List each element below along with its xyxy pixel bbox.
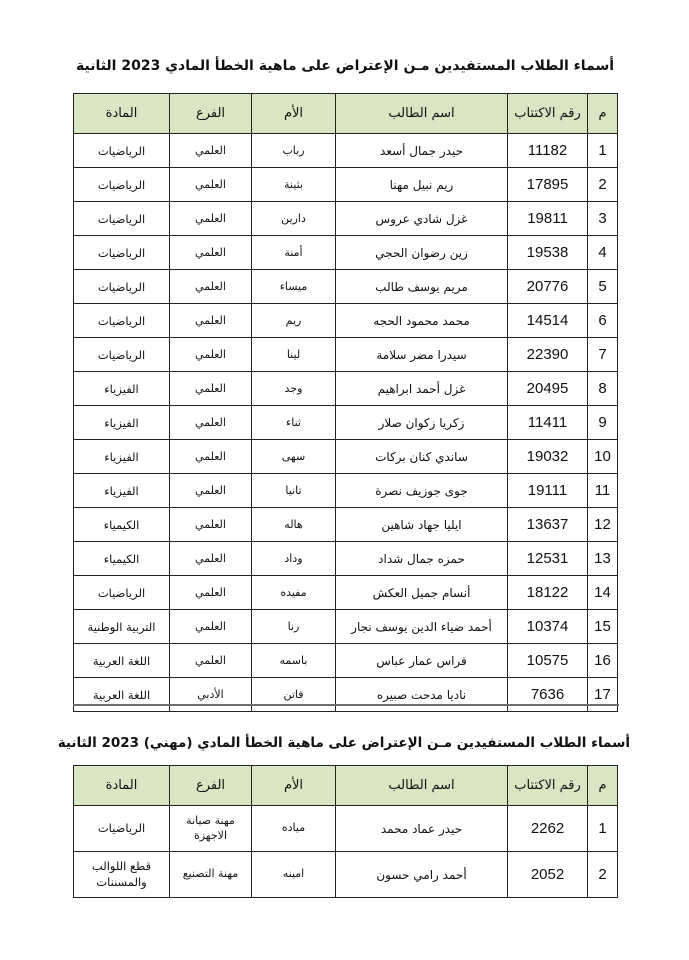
cell-branch: العلمي: [170, 508, 252, 542]
header-seq: م: [588, 766, 618, 806]
table-row: [74, 508, 618, 542]
table-row: [74, 304, 618, 338]
cell-mother: مفيده: [252, 576, 336, 610]
cell-subject: الرياضيات: [74, 168, 170, 202]
cell-branch: العلمي: [170, 134, 252, 168]
cell-registration: 12531: [508, 542, 588, 576]
cell-seq: 15: [588, 610, 618, 644]
cell-mother: رباب: [252, 134, 336, 168]
cell-mother: ريم: [252, 304, 336, 338]
cell-subject: الرياضيات: [74, 236, 170, 270]
table-header-row: [74, 94, 618, 134]
cell-mother: تانيا: [252, 474, 336, 508]
cell-registration: 20495: [508, 372, 588, 406]
cell-seq: 6: [588, 304, 618, 338]
cell-student-name: جوى جوزيف نصرة: [336, 474, 508, 508]
cell-mother: باسمه: [252, 644, 336, 678]
main-list-title: أسماء الطلاب المستفيدين مـن الإعتراض على ماهية الخطأ المادي 2023 الثانية: [75, 58, 615, 74]
cell-student-name: زكريا زكوان صلار: [336, 406, 508, 440]
cell-branch: العلمي: [170, 202, 252, 236]
cell-student-name: غزل أحمد ابراهيم: [336, 372, 508, 406]
header-registration: رقم الاكتتاب: [508, 766, 588, 806]
cell-seq: 2: [588, 168, 618, 202]
cell-seq: 5: [588, 270, 618, 304]
cell-mother: أمنة: [252, 236, 336, 270]
cell-student-name: حيدر عماد محمد: [336, 806, 508, 852]
cell-student-name: ساندي كنان بركات: [336, 440, 508, 474]
table-row: [74, 168, 618, 202]
table-row: [74, 270, 618, 304]
cell-subject: الفيزياء: [74, 474, 170, 508]
table-row: [74, 852, 618, 898]
table-row: [74, 134, 618, 168]
cell-subject: الكيمياء: [74, 508, 170, 542]
table-row: [74, 806, 618, 852]
table-row: [74, 576, 618, 610]
cell-seq: 17: [588, 678, 618, 712]
header-branch: الفرع: [170, 94, 252, 134]
table-row: [74, 678, 618, 712]
header-student-name: اسم الطالب: [336, 766, 508, 806]
table-row: [74, 202, 618, 236]
header-subject: المادة: [74, 94, 170, 134]
cell-mother: بثينة: [252, 168, 336, 202]
header-subject: المادة: [74, 766, 170, 806]
header-registration: رقم الاكتتاب: [508, 94, 588, 134]
cell-branch: العلمي: [170, 406, 252, 440]
cell-branch: العلمي: [170, 338, 252, 372]
cell-registration: 20776: [508, 270, 588, 304]
cell-mother: ثناء: [252, 406, 336, 440]
cell-subject: اللغة العربية: [74, 678, 170, 712]
cell-subject: الرياضيات: [74, 304, 170, 338]
cell-registration: 22390: [508, 338, 588, 372]
cell-mother: وجد: [252, 372, 336, 406]
cell-seq: 1: [588, 806, 618, 852]
cell-branch: العلمي: [170, 542, 252, 576]
cell-subject: الفيزياء: [74, 440, 170, 474]
cell-registration: 10374: [508, 610, 588, 644]
table-header-row: [74, 766, 618, 806]
cell-branch: مهنة التصنيع: [170, 852, 252, 898]
cell-student-name: سيدرا مضر سلامة: [336, 338, 508, 372]
cell-registration: 19811: [508, 202, 588, 236]
cell-seq: 4: [588, 236, 618, 270]
cell-seq: 9: [588, 406, 618, 440]
cell-mother: رنا: [252, 610, 336, 644]
cell-seq: 8: [588, 372, 618, 406]
cell-mother: هاله: [252, 508, 336, 542]
cell-registration: 7636: [508, 678, 588, 712]
cell-seq: 11: [588, 474, 618, 508]
cell-seq: 14: [588, 576, 618, 610]
header-mother: الأم: [252, 766, 336, 806]
cell-student-name: أحمد رامي حسون: [336, 852, 508, 898]
table-row: [74, 338, 618, 372]
cell-mother: ميساء: [252, 270, 336, 304]
cell-branch: مهنة صيانة الاجهزة: [170, 806, 252, 852]
cell-student-name: أحمد ضياء الدين يوسف نجار: [336, 610, 508, 644]
cell-branch: العلمي: [170, 440, 252, 474]
cell-subject: التربية الوطنية: [74, 610, 170, 644]
cell-student-name: حمزه جمال شداد: [336, 542, 508, 576]
cell-branch: العلمي: [170, 304, 252, 338]
cell-seq: 10: [588, 440, 618, 474]
cell-student-name: فراس عمار عباس: [336, 644, 508, 678]
table-row: [74, 372, 618, 406]
cell-student-name: مريم يوسف طالب: [336, 270, 508, 304]
table-row: [74, 644, 618, 678]
cell-mother: فاتن: [252, 678, 336, 712]
cell-subject: الرياضيات: [74, 806, 170, 852]
cell-mother: سهى: [252, 440, 336, 474]
vocational-list-title: أسماء الطلاب المستفيدين مـن الإعتراض على ماهية الخطأ المادي (مهني) 2023 الثانية: [57, 735, 630, 751]
cell-seq: 3: [588, 202, 618, 236]
cell-registration: 18122: [508, 576, 588, 610]
cell-subject: الكيمياء: [74, 542, 170, 576]
cell-branch: العلمي: [170, 474, 252, 508]
header-seq: م: [588, 94, 618, 134]
cell-seq: 16: [588, 644, 618, 678]
cell-registration: 10575: [508, 644, 588, 678]
cell-mother: مياده: [252, 806, 336, 852]
cell-subject: الرياضيات: [74, 576, 170, 610]
table-row: [74, 406, 618, 440]
section-divider: [73, 704, 619, 706]
cell-registration: 19538: [508, 236, 588, 270]
cell-registration: 2052: [508, 852, 588, 898]
table-row: [74, 474, 618, 508]
header-branch: الفرع: [170, 766, 252, 806]
vocational-students-table: [73, 765, 618, 898]
cell-subject: الرياضيات: [74, 134, 170, 168]
cell-mother: امينه: [252, 852, 336, 898]
table-row: [74, 610, 618, 644]
cell-registration: 13637: [508, 508, 588, 542]
cell-student-name: محمد محمود الحجه: [336, 304, 508, 338]
cell-registration: 11182: [508, 134, 588, 168]
cell-student-name: ناديا مدحت صبيره: [336, 678, 508, 712]
cell-registration: 19032: [508, 440, 588, 474]
cell-subject: الفيزياء: [74, 406, 170, 440]
cell-branch: العلمي: [170, 610, 252, 644]
cell-branch: العلمي: [170, 168, 252, 202]
cell-registration: 2262: [508, 806, 588, 852]
cell-seq: 1: [588, 134, 618, 168]
table-row: [74, 440, 618, 474]
cell-mother: لينا: [252, 338, 336, 372]
cell-branch: العلمي: [170, 270, 252, 304]
cell-subject: قطع اللوالب والمسننات: [74, 852, 170, 898]
cell-registration: 19111: [508, 474, 588, 508]
cell-student-name: غزل شادي عروس: [336, 202, 508, 236]
cell-registration: 14514: [508, 304, 588, 338]
table-row: [74, 236, 618, 270]
cell-branch: العلمي: [170, 576, 252, 610]
cell-branch: العلمي: [170, 372, 252, 406]
cell-subject: الرياضيات: [74, 338, 170, 372]
header-mother: الأم: [252, 94, 336, 134]
table-row: [74, 542, 618, 576]
cell-subject: اللغة العربية: [74, 644, 170, 678]
cell-student-name: زين رضوان الحجي: [336, 236, 508, 270]
cell-student-name: حيدر جمال أسعد: [336, 134, 508, 168]
cell-student-name: أنسام جميل العكش: [336, 576, 508, 610]
cell-seq: 7: [588, 338, 618, 372]
cell-student-name: ريم نبيل مهنا: [336, 168, 508, 202]
cell-registration: 17895: [508, 168, 588, 202]
cell-seq: 13: [588, 542, 618, 576]
cell-mother: دارين: [252, 202, 336, 236]
header-student-name: اسم الطالب: [336, 94, 508, 134]
cell-branch: العلمي: [170, 644, 252, 678]
cell-registration: 11411: [508, 406, 588, 440]
cell-mother: وداد: [252, 542, 336, 576]
cell-subject: الرياضيات: [74, 270, 170, 304]
cell-seq: 2: [588, 852, 618, 898]
cell-student-name: ايليا جهاد شاهين: [336, 508, 508, 542]
cell-subject: الفيزياء: [74, 372, 170, 406]
cell-seq: 12: [588, 508, 618, 542]
main-students-table: [73, 93, 618, 712]
cell-branch: الأدبي: [170, 678, 252, 712]
cell-branch: العلمي: [170, 236, 252, 270]
cell-subject: الرياضيات: [74, 202, 170, 236]
